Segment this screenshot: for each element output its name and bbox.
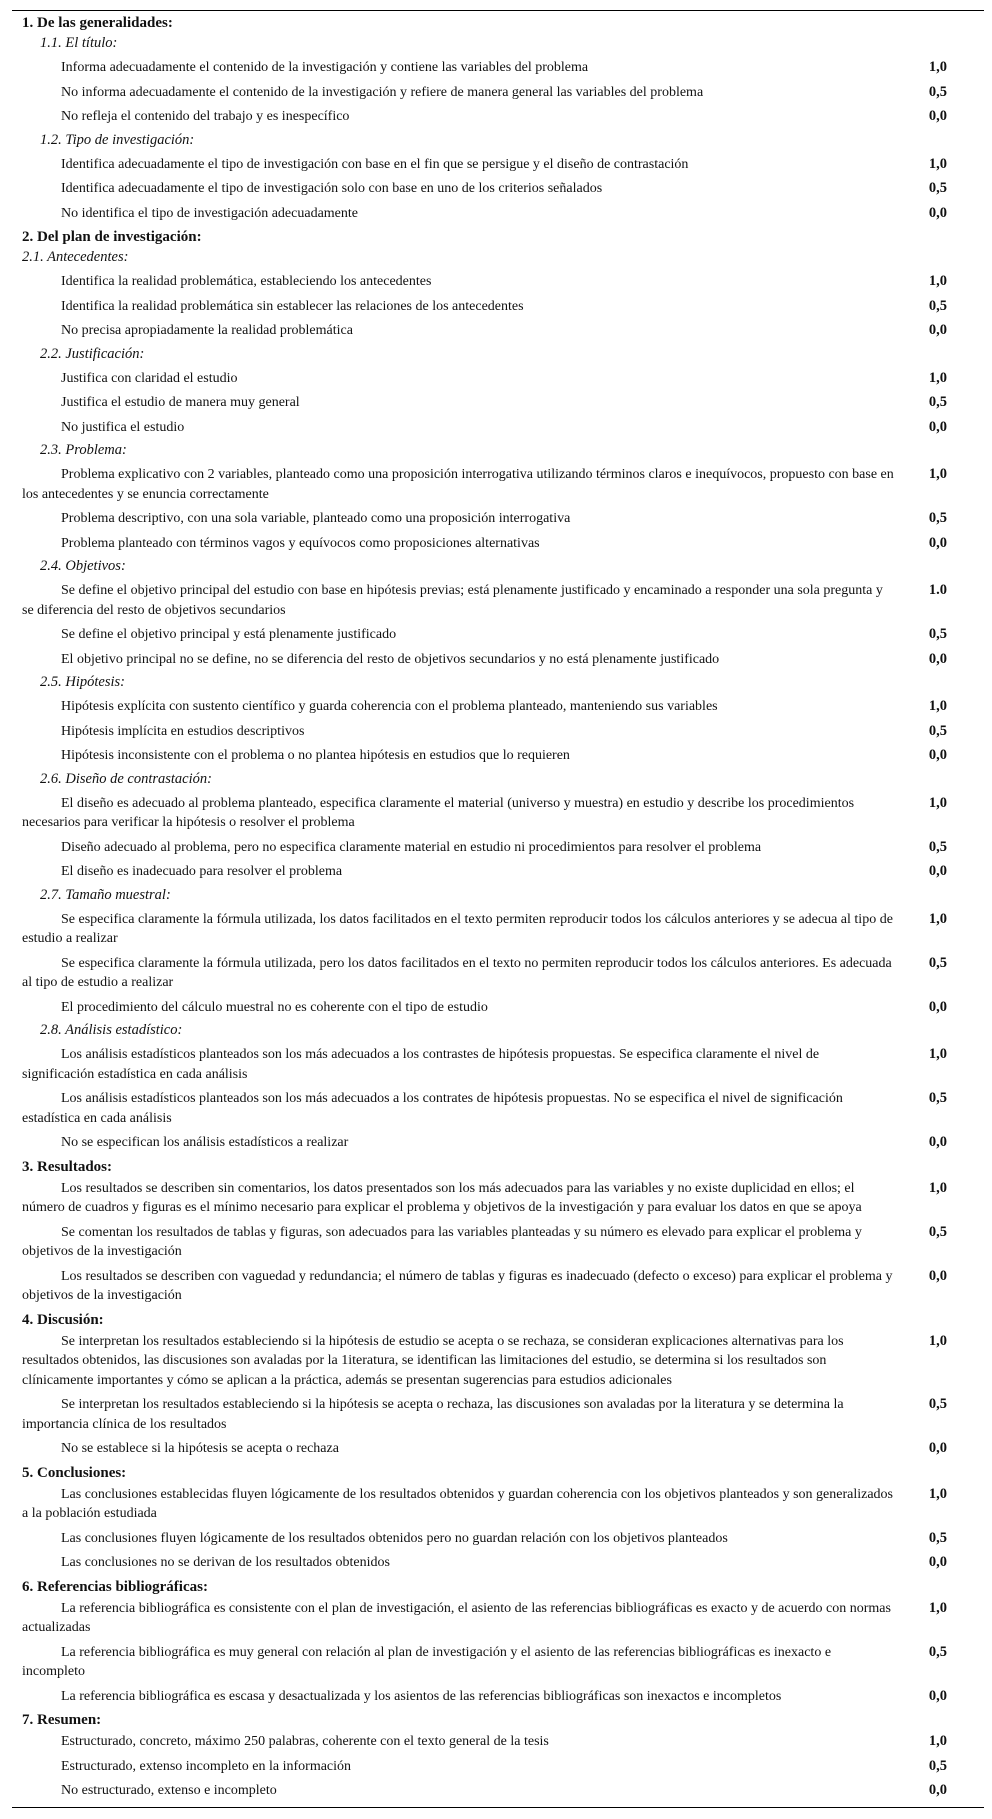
criterion-text: Las conclusiones establecidas fluyen lógicamente de los resultados obtenidos y guardan coherencia con los objetivos planteados y son generalizados a la población estudiada: [22, 1486, 893, 1521]
criterion-text: Los resultados se describen sin comentarios, los datos presentados son los más adecuados para las variables y no existe duplicidad en ellos; el número de cuadros y figuras es el mínimo necesario para explicar el problema y objetivos de la investigación y para evaluar los datos en que se apoya: [22, 1180, 862, 1215]
criterion-text: La referencia bibliográfica es muy general con relación al plan de investigación y el asiento de las referencias bibliográficas es inexacto e incompleto: [22, 1644, 832, 1679]
section-heading: 3. Resultados:: [22, 1158, 113, 1175]
criterion-text: Los análisis estadísticos planteados son los más adecuados a los contrastes de hipótesis propuestas. Se especifica claramente el nivel de significación estadística en cada análisis: [22, 1047, 820, 1082]
criterion-score: 1,0: [928, 466, 947, 482]
criterion-text: Identifica la realidad problemática, estableciendo los antecedentes: [61, 274, 432, 289]
subsection-heading: 2.3. Problema:: [40, 442, 127, 458]
criterion-row: [12, 154, 984, 176]
criterion-text: No refleja el contenido del trabajo y es inespecífico: [61, 109, 350, 124]
criterion-text: Las conclusiones no se derivan de los resultados obtenidos: [61, 1555, 390, 1570]
criterion-row: [12, 1731, 984, 1753]
criterion-text: Problema descriptivo, con una sola variable, planteado como una proposición interrogativa: [61, 511, 571, 526]
subsection-heading: 1.1. El título:: [40, 35, 118, 51]
criterion-score: 0,0: [928, 204, 947, 221]
criterion-row: [12, 1438, 984, 1460]
criterion-score: 0,5: [928, 1643, 947, 1660]
criterion-text: No se establece si la hipótesis se acepta o rechaza: [61, 1441, 339, 1456]
criterion-score: 0,5: [928, 510, 947, 526]
criterion-score: 0,5: [928, 954, 947, 971]
criterion-text: El procedimiento del cálculo muestral no es coherente con el tipo de estudio: [61, 999, 488, 1015]
criterion-text: Identifica la realidad problemática sin establecer las relaciones de los antecedentes: [61, 298, 524, 314]
criterion-text: No estructurado, extenso e incompleto: [61, 1783, 277, 1798]
criterion-text: Se interpretan los resultados estableciendo si la hipótesis de estudio se acepta o se rechaza, se consideran explicaciones alternativas para los resultados obtenidos, las discusiones son avaladas por la 1iteratura, se identifican las limitaciones del estudio, se determina si los resultados son clínicamente importantes y cómo se aplican a la práctica, además se presentan sugerencias para estudios adicionales: [22, 1333, 844, 1388]
criterion-text: Estructurado, concreto, máximo 250 palabras, coherente con el texto general de la tesis: [61, 1734, 549, 1749]
criterion-row: [12, 953, 984, 994]
criterion-score: 0,5: [928, 297, 947, 314]
criterion-score: 1,0: [928, 273, 947, 289]
criterion-row: [12, 178, 984, 200]
criterion-text: Identifica adecuadamente el tipo de investigación solo con base en uno de los criterios señalados: [61, 181, 603, 196]
criterion-score: 0,5: [928, 1223, 947, 1240]
criterion-row: [12, 793, 984, 834]
criterion-score: 1,0: [928, 1332, 947, 1349]
criterion-row: [12, 203, 984, 225]
criterion-score: 0,5: [928, 83, 947, 100]
subsection-heading: 1.2. Tipo de investigación:: [40, 131, 195, 148]
criterion-row: [12, 533, 984, 555]
criterion-score: 1,0: [928, 1179, 947, 1196]
criterion-text: Se especifica claramente la fórmula utilizada, los datos facilitados en el texto permiten reproducir todos los cálculos anteriores y se adecua al tipo de estudio a realizar: [22, 911, 893, 946]
criterion-row: [12, 745, 984, 767]
criterion-row: [12, 721, 984, 743]
section-heading: 5. Conclusiones:: [22, 1464, 127, 1481]
criterion-row: [12, 861, 984, 883]
criterion-text: Las conclusiones fluyen lógicamente de los resultados obtenidos pero no guardan relación con los objetivos planteados: [61, 1530, 728, 1546]
section-heading: 6. Referencias bibliográficas:: [22, 1578, 208, 1595]
criterion-score: 0,0: [928, 1134, 947, 1150]
criterion-row: [12, 1222, 984, 1263]
criterion-text: Los análisis estadísticos planteados son los más adecuados a los contrates de hipótesis propuestas. No se especifica el nivel de significación estadística en cada análisis: [22, 1091, 843, 1126]
subsection-heading: 2.7. Tamaño muestral:: [40, 886, 171, 903]
criterion-text: Se define el objetivo principal y está plenamente justificado: [61, 627, 397, 642]
criterion-score: 1,0: [928, 1599, 947, 1616]
criterion-row: [12, 106, 984, 128]
criterion-score: 1,0: [928, 369, 947, 386]
criterion-text: No identifica el tipo de investigación adecuadamente: [61, 205, 358, 221]
criterion-score: 0,0: [928, 1554, 947, 1570]
criterion-score: 0,0: [928, 1687, 947, 1704]
criterion-score: 0,5: [928, 1090, 947, 1106]
criterion-score: 1,0: [928, 698, 947, 714]
criterion-row: [12, 1642, 984, 1683]
criterion-score: 0,5: [928, 838, 947, 855]
criterion-row: [12, 320, 984, 342]
criterion-score: 0,0: [928, 1440, 947, 1456]
criterion-score: 1.0: [928, 582, 947, 598]
criterion-score: 1,0: [928, 1733, 947, 1749]
criterion-score: 1,0: [928, 1485, 947, 1502]
criterion-text: Hipótesis implícita en estudios descriptivos: [61, 723, 305, 739]
criterion-row: [12, 1331, 984, 1392]
criterion-row: [12, 1484, 984, 1525]
criterion-score: 1,0: [928, 910, 947, 927]
section-heading: 4. Discusión:: [22, 1311, 104, 1328]
criterion-score: 0,0: [928, 534, 947, 551]
criterion-text: Hipótesis explícita con sustento científico y guarda coherencia con el problema planteado, manteniendo sus variables: [61, 699, 718, 714]
criterion-score: 0,5: [928, 180, 947, 196]
criterion-text: El diseño es inadecuado para resolver el problema: [61, 864, 343, 879]
section-heading: 2. Del plan de investigación:: [22, 229, 202, 245]
criterion-row: [12, 909, 984, 950]
criterion-text: No informa adecuadamente el contenido de la investigación y refiere de manera general las variables del problema: [61, 84, 704, 100]
criterion-text: Estructurado, extenso incompleto en la información: [61, 1758, 352, 1774]
criterion-row: [12, 1552, 984, 1574]
criterion-row: [12, 1178, 984, 1219]
criterion-row: [12, 696, 984, 718]
criterion-text: El diseño es adecuado al problema planteado, especifica claramente el material (universo y muestra) en estudio y describe los procedimientos necesarios para verificar la hipótesis o resolver el problema: [22, 795, 855, 830]
criterion-score: 1,0: [928, 155, 947, 172]
criterion-row: [12, 1132, 984, 1154]
subsection-heading: 2.1. Antecedentes:: [22, 249, 129, 265]
criterion-text: Justifica el estudio de manera muy general: [61, 395, 300, 410]
criterion-text: Justifica con claridad el estudio: [61, 370, 238, 386]
criterion-score: 0,0: [928, 108, 947, 124]
criterion-row: [12, 1394, 984, 1435]
criterion-score: 0,5: [928, 1529, 947, 1546]
criterion-text: No justifica el estudio: [61, 419, 185, 435]
criterion-text: Se comentan los resultados de tablas y figuras, son adecuados para las variables planteadas y su número es elevado para explicar el problema y objetivos de la investigación: [22, 1224, 862, 1259]
criterion-row: [12, 271, 984, 293]
criterion-text: La referencia bibliográfica es consistente con el plan de investigación, el asiento de las referencias bibliográficas es exacto y de acuerdo con normas actualizadas: [22, 1600, 891, 1635]
criterion-score: 1,0: [928, 1046, 947, 1062]
criterion-row: [12, 1088, 984, 1129]
criterion-row: [12, 417, 984, 439]
criterion-text: Hipótesis inconsistente con el problema o no plantea hipótesis en estudios que lo requieren: [61, 748, 570, 763]
criterion-row: [12, 508, 984, 530]
criterion-row: [12, 624, 984, 646]
criterion-score: 0,0: [928, 418, 947, 435]
criterion-text: Se especifica claramente la fórmula utilizada, pero los datos facilitados en el texto no permiten reproducir todos los cálculos anteriores. Es adecuada al tipo de estudio a realizar: [22, 955, 892, 990]
subsection-heading: 2.4. Objetivos:: [40, 558, 126, 574]
criterion-text: El objetivo principal no se define, no se diferencia del resto de objetivos secundarios y no está plenamente justificado: [61, 651, 720, 667]
criterion-row: [12, 649, 984, 671]
criterion-row: [12, 1686, 984, 1708]
criterion-score: 0,5: [928, 722, 947, 739]
criterion-score: 0,5: [928, 394, 947, 410]
rubric-table: [12, 10, 984, 1808]
criterion-score: 1,0: [928, 59, 947, 75]
subsection-heading: 2.5. Hipótesis:: [40, 674, 125, 690]
criterion-row: [12, 464, 984, 505]
criterion-text: Informa adecuadamente el contenido de la investigación y contiene las variables del problema: [61, 60, 589, 75]
subsection-heading: 2.6. Diseño de contrastación:: [40, 770, 212, 787]
criterion-row: [12, 1044, 984, 1085]
criterion-score: 1,0: [928, 794, 947, 811]
criterion-score: 0,0: [928, 322, 947, 338]
criterion-row: [12, 1598, 984, 1639]
criterion-row: [12, 368, 984, 390]
criterion-text: No precisa apropiadamente la realidad problemática: [61, 323, 353, 338]
criterion-text: Se interpretan los resultados estableciendo si la hipótesis se acepta o rechaza, las discusiones son avaladas por la literatura y se determina la importancia clínica de los resultados: [22, 1397, 844, 1432]
criterion-score: 0,0: [928, 1267, 947, 1284]
criterion-row: [12, 57, 984, 79]
criterion-score: 0,0: [928, 998, 947, 1015]
criterion-score: 0,5: [928, 1396, 947, 1412]
criterion-score: 0,5: [928, 626, 947, 642]
criterion-text: La referencia bibliográfica es escasa y desactualizada y los asientos de las referencias bibliográficas son inexactos e incompletos: [61, 1688, 782, 1704]
criterion-text: Los resultados se describen con vaguedad y redundancia; el número de tablas y figuras es inadecuado (defecto o exceso) para explicar el problema y objetivos de la investigación: [22, 1268, 893, 1303]
criterion-text: Problema explicativo con 2 variables, planteado como una proposición interrogativa utilizando términos claros e inequívocos, propuesto con base en los antecedentes y se enuncia correctamente: [22, 467, 894, 502]
criterion-row: [12, 580, 984, 621]
criterion-score: 0,0: [928, 863, 947, 879]
subsection-heading: 2.8. Análisis estadístico:: [40, 1022, 183, 1038]
criterion-row: [12, 82, 984, 104]
criterion-score: 0,0: [928, 747, 947, 763]
criterion-text: Se define el objetivo principal del estudio con base en hipótesis previas; está plenamente justificado y encaminado a responder una sola pregunta y se diferencia del resto de objetivos secundarios: [22, 583, 883, 618]
section-heading: 1. De las generalidades:: [22, 15, 173, 31]
criterion-row: [12, 1266, 984, 1307]
criterion-score: 0,0: [928, 1782, 947, 1798]
criterion-text: Identifica adecuadamente el tipo de investigación con base en el fin que se persigue y el diseño de contrastación: [61, 156, 689, 172]
criterion-row: [12, 997, 984, 1019]
criterion-row: [12, 296, 984, 318]
section-heading: 7. Resumen:: [22, 1712, 102, 1728]
criterion-score: 0,0: [928, 650, 947, 667]
criterion-row: [12, 1528, 984, 1550]
criterion-row: [12, 1780, 984, 1802]
criterion-row: [12, 392, 984, 414]
criterion-text: Problema planteado con términos vagos y equívocos como proposiciones alternativas: [61, 535, 540, 551]
criterion-text: Diseño adecuado al problema, pero no especifica claramente material en estudio ni procedimientos para resolver el problema: [61, 839, 762, 855]
subsection-heading: 2.2. Justificación:: [40, 345, 145, 362]
criterion-text: No se especifican los análisis estadísticos a realizar: [61, 1135, 349, 1150]
criterion-row: [12, 1756, 984, 1778]
criterion-row: [12, 837, 984, 859]
criterion-score: 0,5: [928, 1757, 947, 1774]
